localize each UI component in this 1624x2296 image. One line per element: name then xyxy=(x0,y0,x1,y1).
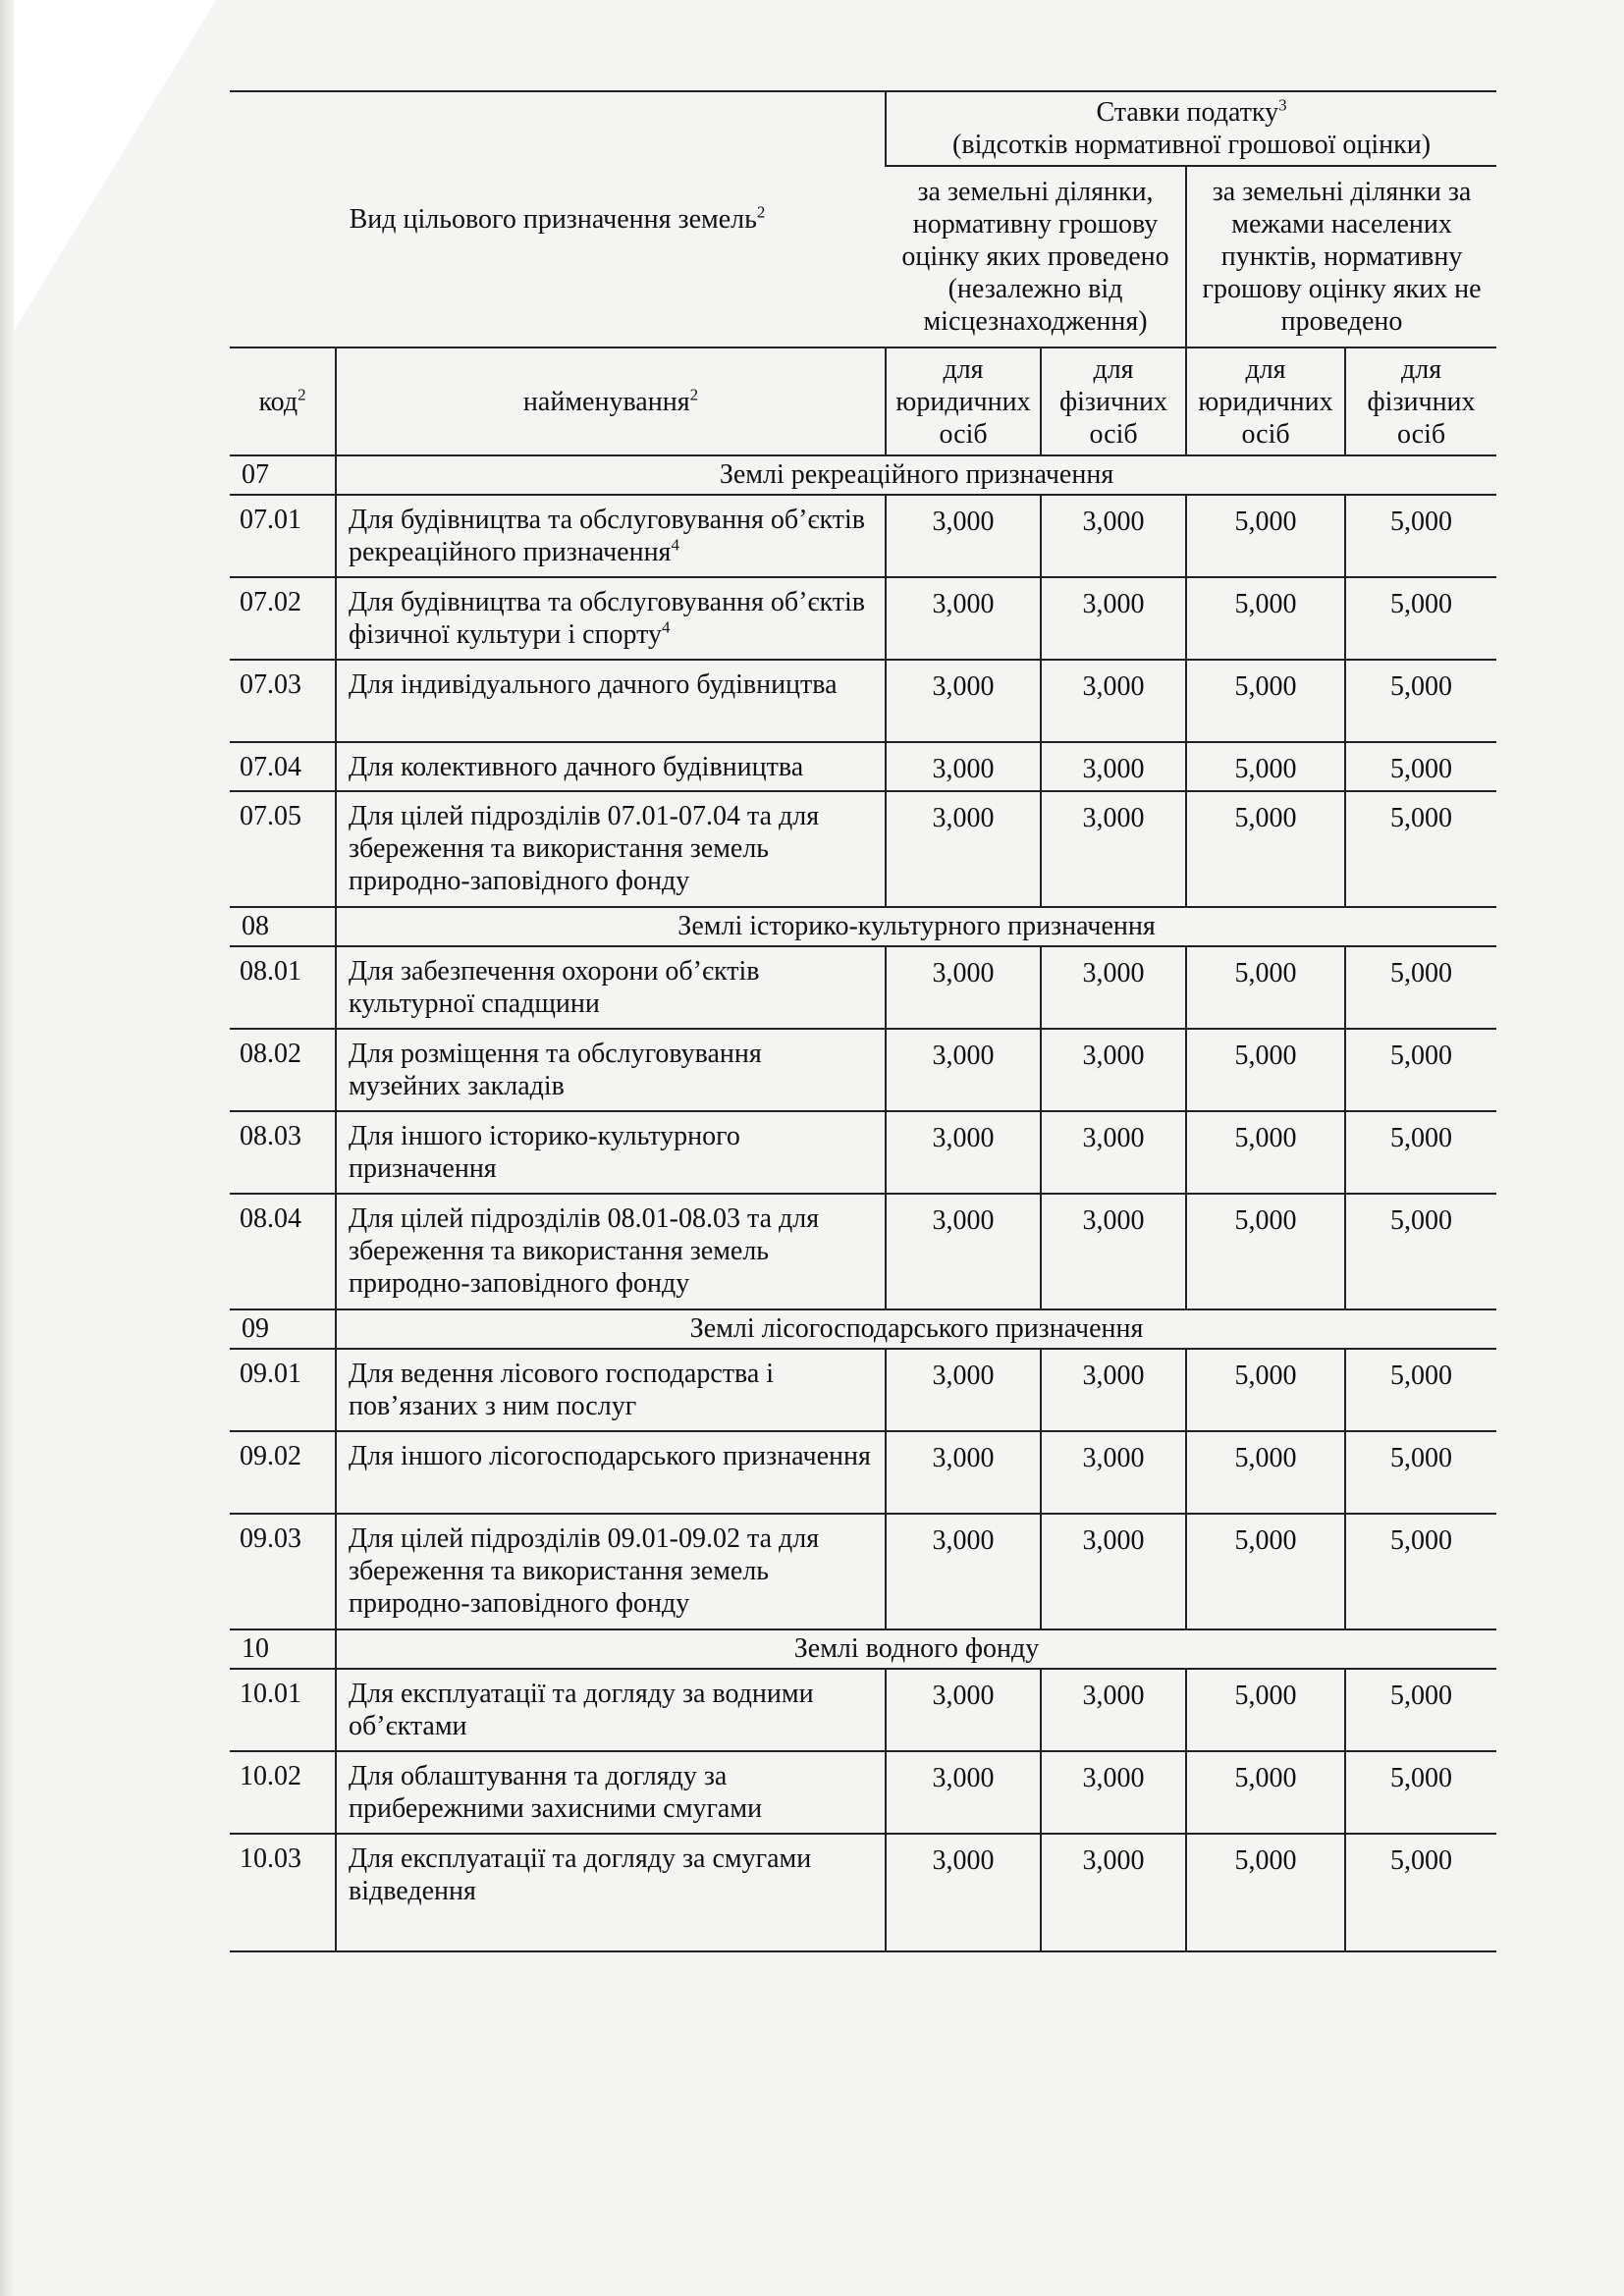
table-row xyxy=(230,1834,1496,1951)
rate-legal-2: 5,000 xyxy=(1186,1834,1345,1951)
rate-legal-2: 5,000 xyxy=(1186,660,1345,742)
rate-legal-1: 3,000 xyxy=(886,791,1041,907)
rate-phys-1: 3,000 xyxy=(1041,1029,1186,1111)
table-row xyxy=(230,1111,1496,1194)
row-code: 09.02 xyxy=(230,1431,336,1514)
header-legal-2: для юридичних осіб xyxy=(1186,347,1345,455)
row-name: Для забезпечення охорони об’єктів культурної спадщини xyxy=(336,946,886,1029)
rate-legal-2: 5,000 xyxy=(1186,1111,1345,1194)
rate-legal-1: 3,000 xyxy=(886,742,1041,791)
rate-phys-2: 5,000 xyxy=(1345,1669,1496,1751)
header-vid: Вид цільового призначення земель$^2$ xyxy=(230,91,886,347)
table-row xyxy=(230,1029,1496,1111)
row-name: Для цілей підрозділів 09.01-09.02 та для збереження та використання земель природно-заповідного фонду xyxy=(336,1514,886,1629)
row-code: 09.01 xyxy=(230,1349,336,1431)
section-title: Землі лісогосподарського призначення xyxy=(336,1309,1496,1349)
row-name: Для ведення лісового господарства і пов’язаних з ним послуг xyxy=(336,1349,886,1431)
table-row xyxy=(230,791,1496,907)
rate-phys-2: 5,000 xyxy=(1345,1751,1496,1834)
rate-phys-2: 5,000 xyxy=(1345,1029,1496,1111)
table-row xyxy=(230,577,1496,660)
row-name: Для іншого історико-культурного призначення xyxy=(336,1111,886,1194)
row-code: 07.05 xyxy=(230,791,336,907)
rate-legal-1: 3,000 xyxy=(886,1349,1041,1431)
rate-phys-1: 3,000 xyxy=(1041,1834,1186,1951)
rate-phys-1: 3,000 xyxy=(1041,1751,1186,1834)
row-code: 09.03 xyxy=(230,1514,336,1629)
rate-phys-2: 5,000 xyxy=(1345,1514,1496,1629)
row-name: Для цілей підрозділів 07.01-07.04 та для збереження та використання земель природно-заповідного фонду xyxy=(336,791,886,907)
header-phys-1: для фізичних осіб xyxy=(1041,347,1186,455)
row-code: 07.01 xyxy=(230,495,336,577)
row-name: Для облаштування та догляду за прибережними захисними смугами xyxy=(336,1751,886,1834)
table-row xyxy=(230,1194,1496,1309)
page-edge xyxy=(0,0,14,2296)
rate-legal-1: 3,000 xyxy=(886,1669,1041,1751)
rate-legal-2: 5,000 xyxy=(1186,495,1345,577)
rate-legal-1: 3,000 xyxy=(886,1431,1041,1514)
section-code: 07 xyxy=(230,455,336,495)
row-code: 08.02 xyxy=(230,1029,336,1111)
section-code: 09 xyxy=(230,1309,336,1349)
rate-legal-2: 5,000 xyxy=(1186,1431,1345,1514)
row-name: Для розміщення та обслуговування музейних закладів xyxy=(336,1029,886,1111)
rate-legal-2: 5,000 xyxy=(1186,742,1345,791)
rate-phys-2: 5,000 xyxy=(1345,1834,1496,1951)
rate-phys-2: 5,000 xyxy=(1345,495,1496,577)
rate-phys-1: 3,000 xyxy=(1041,791,1186,907)
rate-legal-2: 5,000 xyxy=(1186,1349,1345,1431)
scan-corner-shadow xyxy=(0,0,216,353)
rate-phys-1: 3,000 xyxy=(1041,495,1186,577)
row-name: Для іншого лісогосподарського призначення xyxy=(336,1431,886,1514)
rate-legal-2: 5,000 xyxy=(1186,946,1345,1029)
rate-phys-2: 5,000 xyxy=(1345,1111,1496,1194)
row-code: 08.01 xyxy=(230,946,336,1029)
rate-legal-1: 3,000 xyxy=(886,1111,1041,1194)
header-group-ocinka: за земельні ділянки, нормативну грошову оцінку яких проведено (незалежно від місцезнаходження) xyxy=(886,166,1186,347)
row-name: Для цілей підрозділів 08.01-08.03 та для збереження та використання земель природно-заповідного фонду xyxy=(336,1194,886,1309)
rate-phys-1: 3,000 xyxy=(1041,1514,1186,1629)
row-name: Для індивідуального дачного будівництва xyxy=(336,660,886,742)
header-legal-1: для юридичних осіб xyxy=(886,347,1041,455)
rate-phys-2: 5,000 xyxy=(1345,946,1496,1029)
row-name: Для експлуатації та догляду за водними об’єктами xyxy=(336,1669,886,1751)
rate-legal-1: 3,000 xyxy=(886,946,1041,1029)
row-code: 08.04 xyxy=(230,1194,336,1309)
rate-legal-1: 3,000 xyxy=(886,1029,1041,1111)
rate-legal-1: 3,000 xyxy=(886,1834,1041,1951)
rate-legal-2: 5,000 xyxy=(1186,791,1345,907)
rate-phys-2: 5,000 xyxy=(1345,1349,1496,1431)
rate-phys-2: 5,000 xyxy=(1345,1194,1496,1309)
table-row xyxy=(230,1349,1496,1431)
rate-phys-1: 3,000 xyxy=(1041,1111,1186,1194)
table-row xyxy=(230,946,1496,1029)
rate-phys-2: 5,000 xyxy=(1345,791,1496,907)
table-row xyxy=(230,660,1496,742)
table-row xyxy=(230,1751,1496,1834)
row-name: Для експлуатації та догляду за смугами відведення xyxy=(336,1834,886,1951)
rate-phys-2: 5,000 xyxy=(1345,1431,1496,1514)
rate-legal-2: 5,000 xyxy=(1186,1751,1345,1834)
rate-phys-1: 3,000 xyxy=(1041,946,1186,1029)
rate-phys-1: 3,000 xyxy=(1041,577,1186,660)
table-row xyxy=(230,742,1496,791)
section-code: 08 xyxy=(230,907,336,946)
rate-phys-1: 3,000 xyxy=(1041,1349,1186,1431)
rate-phys-1: 3,000 xyxy=(1041,1669,1186,1751)
rate-legal-2: 5,000 xyxy=(1186,1514,1345,1629)
table-row xyxy=(230,1514,1496,1629)
row-code: 08.03 xyxy=(230,1111,336,1194)
rate-legal-1: 3,000 xyxy=(886,495,1041,577)
rate-phys-2: 5,000 xyxy=(1345,742,1496,791)
rate-legal-1: 3,000 xyxy=(886,1194,1041,1309)
header-stavky: Ставки податку$^3$ (відсотків нормативної грошової оцінки) xyxy=(886,91,1496,166)
row-name: Для колективного дачного будівництва xyxy=(336,742,886,791)
rate-phys-1: 3,000 xyxy=(1041,1194,1186,1309)
row-code: 10.03 xyxy=(230,1834,336,1951)
rate-phys-1: 3,000 xyxy=(1041,742,1186,791)
section-title: Землі водного фонду xyxy=(336,1629,1496,1669)
header-naimenuvannia: найменування$^2$ xyxy=(336,347,886,455)
section-title: Землі рекреаційного призначення xyxy=(336,455,1496,495)
rate-legal-1: 3,000 xyxy=(886,577,1041,660)
row-code: 10.01 xyxy=(230,1669,336,1751)
rate-legal-2: 5,000 xyxy=(1186,1669,1345,1751)
rate-phys-1: 3,000 xyxy=(1041,660,1186,742)
rate-phys-1: 3,000 xyxy=(1041,1431,1186,1514)
row-name: Для будівництва та обслуговування об’єктів фізичної культури і спорту$^4$ xyxy=(336,577,886,660)
rate-legal-2: 5,000 xyxy=(1186,577,1345,660)
tax-rates-table xyxy=(230,90,1496,1952)
row-code: 07.04 xyxy=(230,742,336,791)
section-code: 10 xyxy=(230,1629,336,1669)
row-name: Для будівництва та обслуговування об’єктів рекреаційного призначення$^4$ xyxy=(336,495,886,577)
table-row xyxy=(230,495,1496,577)
row-code: 07.03 xyxy=(230,660,336,742)
table-row xyxy=(230,1669,1496,1751)
rate-legal-2: 5,000 xyxy=(1186,1194,1345,1309)
rate-legal-2: 5,000 xyxy=(1186,1029,1345,1111)
section-title: Землі історико-культурного призначення xyxy=(336,907,1496,946)
rate-legal-1: 3,000 xyxy=(886,660,1041,742)
header-group-no-ocinka: за земельні ділянки за межами населених пунктів, нормативну грошову оцінку яких не проведено xyxy=(1186,166,1496,347)
header-kod: код$^2$ xyxy=(230,347,336,455)
table-row xyxy=(230,1431,1496,1514)
rate-phys-2: 5,000 xyxy=(1345,660,1496,742)
header-phys-2: для фізичних осіб xyxy=(1345,347,1496,455)
rate-legal-1: 3,000 xyxy=(886,1514,1041,1629)
row-code: 10.02 xyxy=(230,1751,336,1834)
rate-legal-1: 3,000 xyxy=(886,1751,1041,1834)
row-code: 07.02 xyxy=(230,577,336,660)
rate-phys-2: 5,000 xyxy=(1345,577,1496,660)
